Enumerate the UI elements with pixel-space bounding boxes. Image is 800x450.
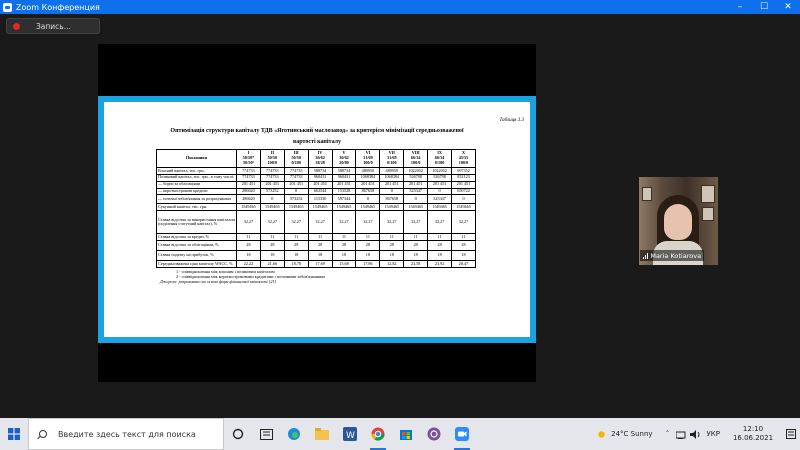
table-source: Джерело: розраховано на основі форм фінансової звітності [21]: [160, 279, 277, 284]
table-cell: 480950: [380, 168, 404, 175]
table-row: [157, 211, 476, 234]
table-cell: 960431: [332, 174, 356, 181]
table-cell: 11: [380, 234, 404, 241]
table-cell: 1549465: [237, 204, 261, 211]
meeting-stage: [0, 14, 800, 418]
row-label: Середньозважена ціна капіталу WACC, %: [157, 261, 237, 268]
recording-indicator[interactable]: [6, 18, 100, 34]
taskbar-zoom[interactable]: [448, 418, 476, 450]
table-cell: 32,27: [356, 211, 380, 234]
col-header: IV 30/62 38/28: [308, 150, 332, 168]
table-row: [157, 234, 476, 241]
table-note-2: 2 - співвідношення між короткостроковими кредитами і поточними зобов'язаннями: [176, 274, 325, 279]
record-dot-icon: [13, 23, 20, 30]
participant-video-tile[interactable]: [639, 177, 718, 265]
table-cell: 22,22: [237, 261, 261, 268]
table-cell: 1549465: [356, 204, 380, 211]
table-cell: 325347: [404, 188, 428, 195]
table-cell: 201 451: [260, 181, 284, 188]
table-caption: [144, 126, 490, 148]
table-cell: 867658: [356, 188, 380, 195]
table-cell: 28: [356, 241, 380, 251]
col-header: IX 66/34 0/100: [428, 150, 452, 168]
row-label: — короткострокові кредити: [157, 188, 237, 195]
table-cell: 852123: [452, 174, 476, 181]
table-cell: 32,27: [260, 211, 284, 234]
table-cell: 774733: [237, 174, 261, 181]
table-row: [157, 188, 476, 195]
table-cell: 28: [308, 241, 332, 251]
table-cell: 201 451: [308, 181, 332, 188]
table-cell: 18: [404, 251, 428, 261]
table-cell: 11: [308, 234, 332, 241]
weather-text: 24°C Sunny: [611, 430, 653, 438]
table-cell: 201 451: [452, 181, 476, 188]
table-cell: 480950: [356, 168, 380, 175]
table-cell: 11: [260, 234, 284, 241]
col-header: ІІ 50/50 100/0: [260, 150, 284, 168]
search-icon: [39, 430, 47, 438]
table-cell: 17,86: [356, 261, 380, 268]
table-cell: 0: [452, 195, 476, 204]
table-cell: 1549465: [308, 204, 332, 211]
table-cell: 774733: [237, 168, 261, 175]
wall-frame: [701, 185, 715, 203]
table-cell: 286620: [237, 195, 261, 204]
wall-frame: [702, 207, 714, 221]
col-header: X 45/55 100/0: [452, 150, 476, 168]
edge-icon: [287, 427, 301, 441]
table-cell: 325347: [428, 195, 452, 204]
table-cell: 774733: [284, 168, 308, 175]
table-cell: 18: [332, 251, 356, 261]
table-cell: 18: [308, 251, 332, 261]
tray-chevron-icon[interactable]: ˄: [665, 430, 670, 438]
table-cell: 573252: [284, 195, 308, 204]
table-cell: 11: [237, 234, 261, 241]
zoom-app-icon: [3, 3, 12, 12]
clock-date: 16.06.2021: [732, 434, 774, 442]
table-cell: 573252: [260, 188, 284, 195]
table-cell: 201 451: [332, 181, 356, 188]
taskbar-widget[interactable]: [252, 418, 280, 450]
participant-name: Maria Kotiarova: [650, 251, 702, 260]
sun-icon: [596, 429, 607, 440]
row-label: Власний капітал, тис. грн.: [157, 168, 237, 175]
word-icon: [343, 427, 357, 441]
window-titlebar: [0, 0, 800, 14]
widgets-icon: [260, 429, 273, 440]
windows-taskbar: [0, 418, 800, 450]
table-cell: 28: [237, 241, 261, 251]
notification-icon: [786, 429, 796, 439]
windows-logo-icon: [8, 428, 20, 440]
table-cell: 201 451: [356, 181, 380, 188]
col-header: VI 31/69 100/0: [356, 150, 380, 168]
table-cell: 18: [260, 251, 284, 261]
row-label: Позиковий капітал, тис. грн., в тому числі:: [157, 174, 237, 181]
table-number: Таблиця 3.3: [499, 118, 524, 123]
table-cell: 18: [428, 251, 452, 261]
table-cell: 1549465: [404, 204, 428, 211]
table-cell: 11: [452, 234, 476, 241]
task-view-icon: [232, 428, 244, 440]
table-row: [157, 181, 476, 188]
shared-slide: [98, 96, 536, 343]
table-row: [157, 168, 476, 175]
taskbar-explorer[interactable]: [308, 418, 336, 450]
table-cell: 1549465: [380, 204, 404, 211]
table-cell: 588734: [332, 168, 356, 175]
table-cell: 115330: [308, 195, 332, 204]
table-cell: 650722: [452, 188, 476, 195]
table-body: [157, 168, 476, 268]
table-cell: 201 451: [404, 181, 428, 188]
table-cell: 32,27: [237, 211, 261, 234]
table-cell: 23,58: [404, 261, 428, 268]
row-label: — борги за облігаціями: [157, 181, 237, 188]
taskbar-edge[interactable]: [280, 418, 308, 450]
table-cell: 28: [332, 241, 356, 251]
taskbar-search[interactable]: [28, 418, 224, 450]
table-cell: 774733: [260, 168, 284, 175]
participant-name-tag: [640, 250, 704, 261]
table-cell: 0: [260, 195, 284, 204]
col-header: І 50/50* 50/50²: [237, 150, 261, 168]
notifications-button[interactable]: [782, 418, 800, 450]
table-cell: 286620: [237, 188, 261, 195]
table-cell: 21,66: [260, 261, 284, 268]
table-cell: 774733: [284, 174, 308, 181]
table-cell: 0: [380, 188, 404, 195]
table-cell: 0: [284, 188, 308, 195]
table-cell: 526798: [404, 174, 428, 181]
table-cell: 20,47: [452, 261, 476, 268]
table-cell: 28: [380, 241, 404, 251]
table-cell: 1549465: [332, 204, 356, 211]
table-cell: 201 451: [428, 181, 452, 188]
col-header: VIII 66/34 100/0: [404, 150, 428, 168]
table-cell: 663544: [308, 188, 332, 195]
table-cell: 15,68: [332, 261, 356, 268]
wall-frame: [642, 187, 652, 201]
table-cell: 28: [284, 241, 308, 251]
row-label: Сукупний капітал, тис. грн.: [157, 204, 237, 211]
taskbar-chrome[interactable]: [364, 418, 392, 450]
table-cell: 12,82: [380, 261, 404, 268]
table-cell: 32,27: [404, 211, 428, 234]
table-row: [157, 174, 476, 181]
table-cell: 960431: [308, 174, 332, 181]
table-cell: 588734: [308, 168, 332, 175]
signal-icon: [643, 252, 648, 259]
table-cell: 17,69: [308, 261, 332, 268]
col-header: ІІІ 50/50 0/100: [284, 150, 308, 168]
col-header: V 30/62 20/80: [332, 150, 356, 168]
row-label: Ставка відсотка за кредит, %: [157, 234, 237, 241]
caption-line-2: вартості капіталу: [293, 139, 341, 145]
tray-icons: [661, 418, 724, 450]
clock-time: 12:10: [742, 425, 764, 433]
table-cell: 1549465: [260, 204, 284, 211]
table-cell: 201 451: [380, 181, 404, 188]
search-placeholder: Введите здесь текст для поиска: [58, 429, 196, 439]
svg-text:W: W: [346, 431, 355, 441]
taskbar-viber[interactable]: [420, 418, 448, 450]
taskbar-store[interactable]: [392, 418, 420, 450]
row-label: Ставка відсотка за використання капіталом (поділення статутний капітал), %: [157, 211, 237, 234]
folder-icon: [315, 428, 329, 440]
table-note-1: 1 - співвідношення між власним і позиковим капіталом: [176, 269, 275, 274]
start-button[interactable]: [0, 418, 28, 450]
table-cell: 18: [237, 251, 261, 261]
chrome-icon: [371, 427, 385, 441]
table-cell: 1549465: [284, 204, 308, 211]
col-header: VII 31/69 0/100: [380, 150, 404, 168]
table-cell: 32,27: [380, 211, 404, 234]
table-cell: 11: [404, 234, 428, 241]
table-row: [157, 261, 476, 268]
table-cell: 1022052: [428, 168, 452, 175]
table-cell: 28: [428, 241, 452, 251]
table-cell: 201 451: [284, 181, 308, 188]
table-row: [157, 204, 476, 211]
table-cell: 28: [452, 241, 476, 251]
table-cell: 32,27: [332, 211, 356, 234]
table-cell: 0: [404, 195, 428, 204]
table-cell: 1068384: [380, 174, 404, 181]
store-icon: [399, 427, 413, 441]
table-cell: 18: [356, 251, 380, 261]
zoom-icon: [455, 427, 469, 441]
table-cell: 1549465: [452, 204, 476, 211]
table-cell: 0: [356, 195, 380, 204]
taskbar-clock[interactable]: [724, 425, 782, 443]
capital-structure-table: [156, 149, 476, 268]
viber-icon: [427, 427, 441, 441]
table-cell: 1549465: [428, 204, 452, 211]
table-row: [157, 251, 476, 261]
window-title: Zoom Конференция: [16, 2, 100, 12]
table-cell: 28: [404, 241, 428, 251]
table-cell: 18,78: [284, 261, 308, 268]
table-cell: 1022052: [404, 168, 428, 175]
language-indicator[interactable]: УКР: [706, 430, 720, 438]
network-icon[interactable]: [675, 418, 689, 450]
table-row: [157, 241, 476, 251]
table-cell: 18: [380, 251, 404, 261]
table-cell: 32,27: [284, 211, 308, 234]
table-cell: 32,27: [428, 211, 452, 234]
table-cell: 28: [260, 241, 284, 251]
table-cell: 11: [332, 234, 356, 241]
row-label: Ставка податку на прибуток, %: [157, 251, 237, 261]
volume-icon[interactable]: [689, 418, 703, 450]
table-cell: 18: [452, 251, 476, 261]
maximize-button[interactable]: ☐: [759, 2, 769, 12]
table-cell: 0: [428, 188, 452, 195]
table-cell: 11: [428, 234, 452, 241]
table-cell: 32,27: [452, 211, 476, 234]
table-header-label: Показники: [157, 150, 237, 168]
table-cell: 526798: [428, 174, 452, 181]
row-label: Ставка відсотка за облігаціями, %: [157, 241, 237, 251]
table-cell: 1068384: [356, 174, 380, 181]
table-cell: 774733: [260, 174, 284, 181]
participant-face: [664, 204, 692, 240]
table-cell: 11: [356, 234, 380, 241]
weather-widget[interactable]: [596, 418, 652, 450]
table-row: [157, 195, 476, 204]
table-cell: 867658: [380, 195, 404, 204]
table-cell: 32,27: [308, 211, 332, 234]
table-cell: 11: [284, 234, 308, 241]
table-cell: 23,92: [428, 261, 452, 268]
row-label: — поточні зобов'язання за розрахунками: [157, 195, 237, 204]
table-cell: 597344: [332, 195, 356, 204]
table-cell: 201 451: [237, 181, 261, 188]
caption-line-1: Оптимізація структури капіталу ТДВ «Яготинський маслозавод» за критерієм мінімізації середньозваженої: [170, 128, 464, 134]
taskbar-word[interactable]: [336, 418, 364, 450]
shared-screen: [98, 44, 536, 382]
document-page: [104, 102, 530, 337]
table-cell: 18: [284, 251, 308, 261]
table-cell: 153528: [332, 188, 356, 195]
task-view-button[interactable]: [224, 418, 252, 450]
recording-label: Запись...: [36, 21, 71, 31]
table-cell: 697352: [452, 168, 476, 175]
close-button[interactable]: ✕: [784, 2, 792, 12]
minimize-button[interactable]: –: [737, 2, 743, 12]
